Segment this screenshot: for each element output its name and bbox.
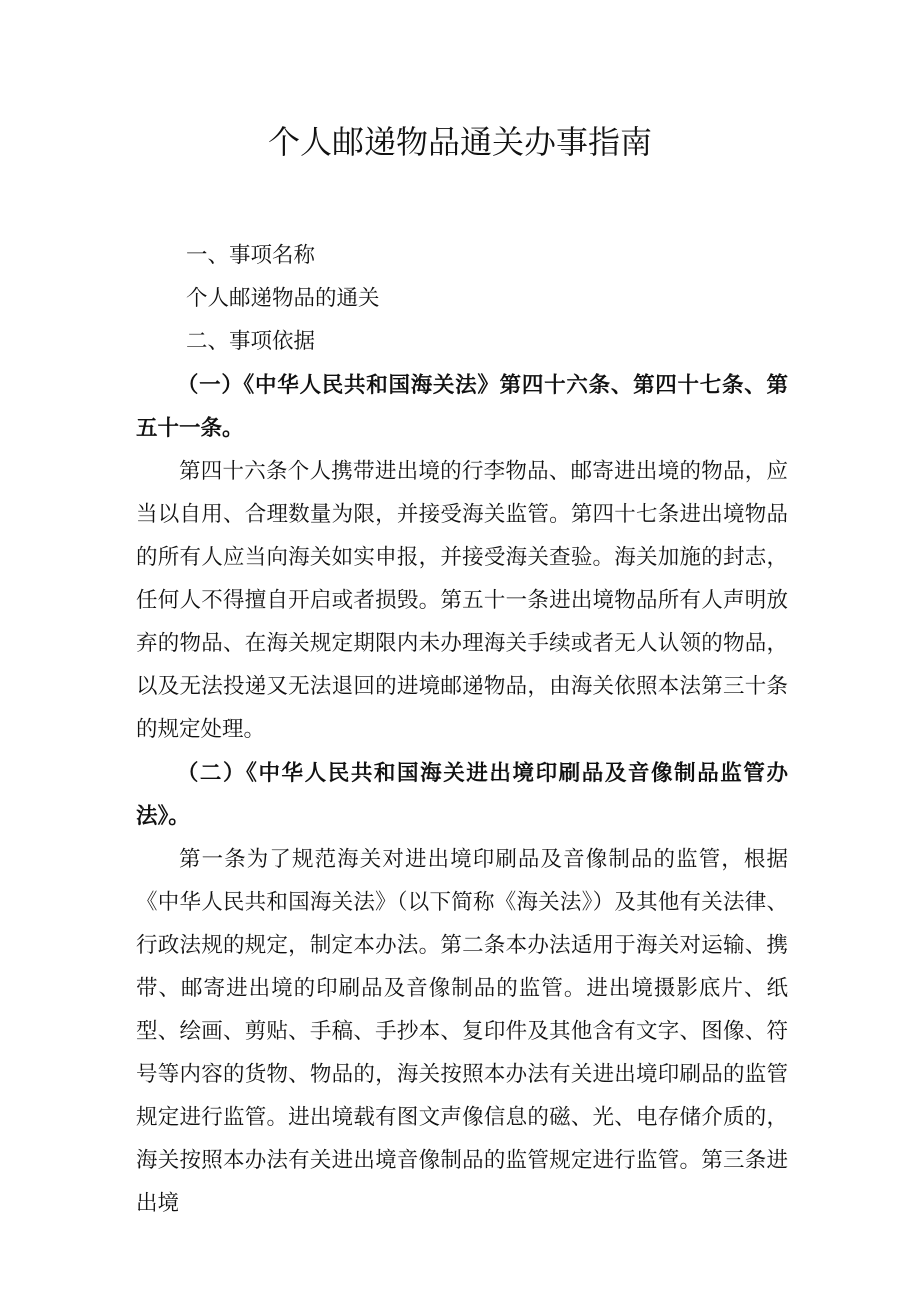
- document-title: 个人邮递物品通关办事指南: [267, 123, 652, 161]
- basis1-body: 第四十六条个人携带进出境的行李物品、邮寄进出境的物品，应当以自用、合理数量为限，并接受海关监管。第四十七条进出境物品的所有人应当向海关如实申报，并接受海关查验。海关加施的封志，任何人不得擅自开启或者损毁。第五十一条进出境物品所有人声明放弃的物品、在海关规定期限内未办理海关手续或者无人认领的物品，以及无法投递又无法退回的进境邮递物品，由海关依照本法第三十条的规定处理。: [136, 459, 788, 742]
- section1-item: 个人邮递物品的通关: [186, 286, 380, 311]
- basis1-heading: （一）《中华人民共和国海关法》第四十六条、第四十七条、第五十一条。: [136, 373, 788, 441]
- section2-heading: 二、事项依据: [186, 329, 316, 354]
- basis2-body: 第一条为了规范海关对进出境印刷品及音像制品的监管，根据《中华人民共和国海关法》（以下简称《海关法》）及其他有关法律、行政法规的规定，制定本办法。第二条本办法适用于海关对运输、携带、邮寄进出境的印刷品及音像制品的监管。进出境摄影底片、纸型、绘画、剪贴、手稿、手抄本、复印件及其他含有文字、图像、符号等内容的货物、物品的，海关按照本办法有关进出境印刷品的监管规定进行监管。进出境载有图文声像信息的磁、光、电存储介质的，海关按照本办法有关进出境音像制品的监管规定进行监管。第三条进出境: [136, 847, 788, 1216]
- section1-heading: 一、事项名称: [186, 243, 316, 268]
- basis2-heading: （二）《中华人民共和国海关进出境印刷品及音像制品监管办法》。: [136, 761, 788, 829]
